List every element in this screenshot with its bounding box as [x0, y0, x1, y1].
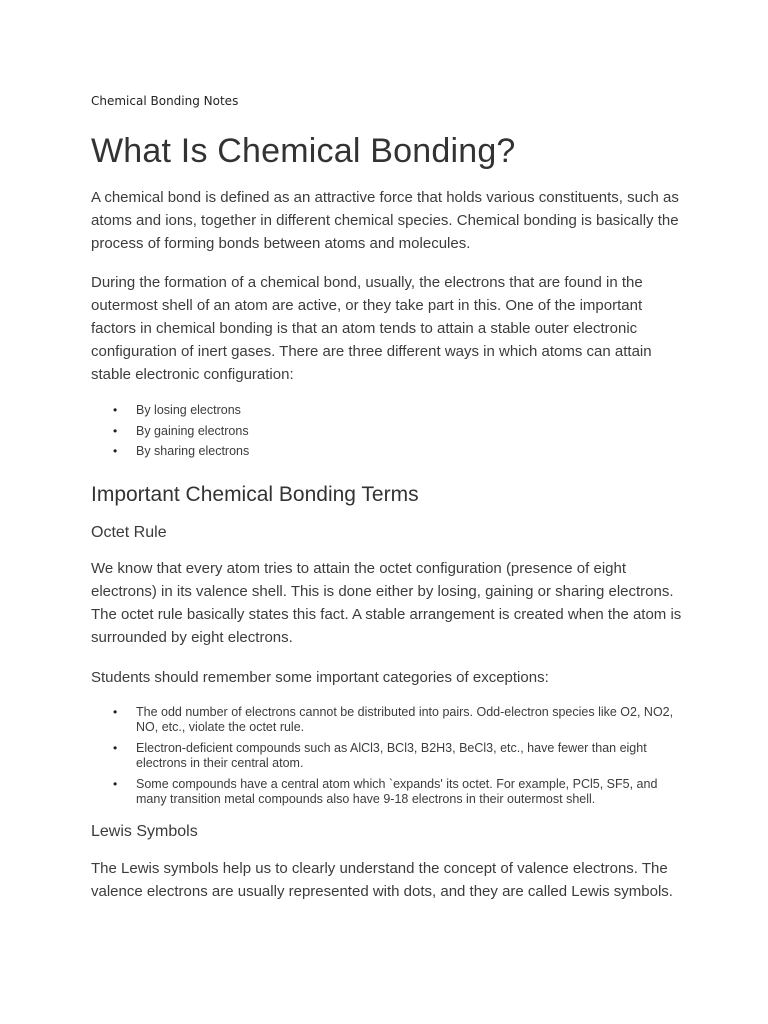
lewis-symbols-heading: Lewis Symbols: [91, 823, 198, 840]
list-item: • Some compounds have a central atom which `expands' its octet. For example, PCl5, SF5, and many transition metal compounds also have 9-18 electrons in their outermost shell.: [91, 777, 683, 807]
header-note: Chemical Bonding Notes: [91, 94, 239, 108]
octet-rule-heading: Octet Rule: [91, 524, 167, 541]
exceptions-intro: Students should remember some important categories of exceptions:: [91, 669, 549, 686]
terms-heading: Important Chemical Bonding Terms: [91, 483, 419, 506]
intro-paragraph-2: During the formation of a chemical bond, usually, the electrons that are found in the outermost shell of an atom are active, or they take part in this. One of the important factors in chemical bonding is that an atom tends to attain a stable outer electronic configuration of inert gases. There are three different ways in which atoms can attain stable electronic configuration:: [91, 274, 652, 383]
lewis-symbols-paragraph: The Lewis symbols help us to clearly understand the concept of valence electrons. The valence electrons are usually represented with dots, and they are called Lewis symbols.: [91, 860, 673, 900]
list-item: • By losing electrons: [91, 403, 683, 418]
page-title: What Is Chemical Bonding?: [91, 132, 516, 170]
list-item: • The odd number of electrons cannot be distributed into pairs. Odd-electron species like O2, NO2, NO, etc., violate the octet rule.: [91, 705, 683, 735]
octet-rule-paragraph: We know that every atom tries to attain the octet configuration (presence of eight electrons) in its valence shell. This is done either by losing, gaining or sharing electrons. The octet rule basically states this fact. A stable arrangement is created when the atom is surrounded by eight electrons.: [91, 560, 682, 646]
list-item: • By sharing electrons: [91, 444, 683, 459]
list-item: • By gaining electrons: [91, 424, 683, 439]
exceptions-list: [91, 705, 683, 813]
ways-list: [91, 403, 683, 465]
list-item: • Electron-deficient compounds such as AlCl3, BCl3, B2H3, BeCl3, etc., have fewer than eight electrons in their central atom.: [91, 741, 683, 771]
intro-paragraph-1: A chemical bond is defined as an attractive force that holds various constituents, such as atoms and ions, together in different chemical species. Chemical bonding is basically the process of forming bonds between atoms and molecules.: [91, 189, 679, 252]
